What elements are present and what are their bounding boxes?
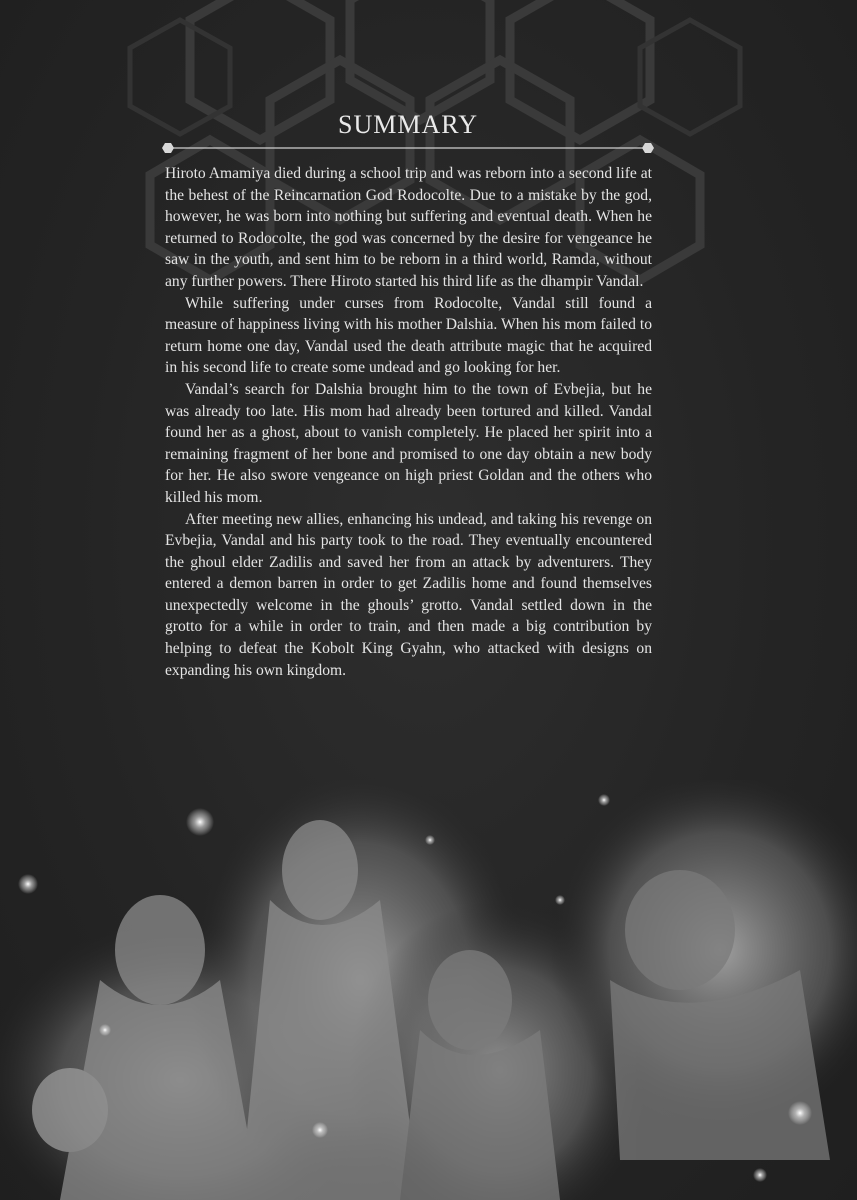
right-hexagon-ornament-icon — [642, 143, 654, 153]
title-divider-rule — [160, 142, 656, 154]
summary-paragraph-4: After meeting new allies, enhancing his undead, and taking his revenge on Evbejia, Vandal and his party took to the road. They eventually encountered the ghoul elder Zadilis and saved her from an attack by adventurers. They entered a demon barren in order to get Zadilis home and found themselves unexpectedly welcome in the ghouls’ grotto. Vandal settled down in the grotto for a while in order to train, and then made a big contribution by helping to defeat the Kobolt King Gyahn, who attacked with designs on expanding his own kingdom. — [165, 510, 652, 679]
summary-paragraph-1: Hiroto Amamiya died during a school trip and was reborn into a second life at the behest of the Reincarnation God Rodocolte. Due to a mistake by the god, however, he was born into nothing but suffering and eventual death. When he returned to Rodocolte, the god was concerned by the desire for vengeance he saw in the youth, and sent him to be reborn in a third world, Ramda, without any further powers. There Hiroto started his third life as the dhampir Vandal. — [165, 165, 652, 290]
child-figure — [32, 1068, 108, 1152]
page-title: SUMMARY — [338, 110, 478, 139]
character-illustration — [0, 780, 857, 1200]
kobold-head — [625, 870, 735, 990]
ghoul-head — [428, 950, 512, 1050]
summary-heading — [160, 108, 656, 154]
summary-text — [165, 163, 652, 681]
left-hexagon-ornament-icon — [162, 143, 174, 153]
summary-paragraph-2: While suffering under curses from Rodocolte, Vandal still found a measure of happiness living with his mother Dalshia. When his mom failed to return home one day, Vandal used the death attribute magic that he acquired in his second life to create some undead and go looking for her. — [165, 294, 652, 377]
woman-head — [282, 820, 358, 920]
ghoul-body — [400, 1030, 560, 1200]
summary-paragraph-3: Vandal’s search for Dalshia brought him to the town of Evbejia, but he was already too late. His mom had already been tortured and killed. Vandal found her as a ghost, about to vanish completely. He placed her spirit into a remaining fragment of her bone and promised to one day obtain a new body for her. He also swore vengeance on high priest Goldan and the others who killed his mom. — [165, 380, 652, 506]
elf-head — [115, 895, 205, 1005]
